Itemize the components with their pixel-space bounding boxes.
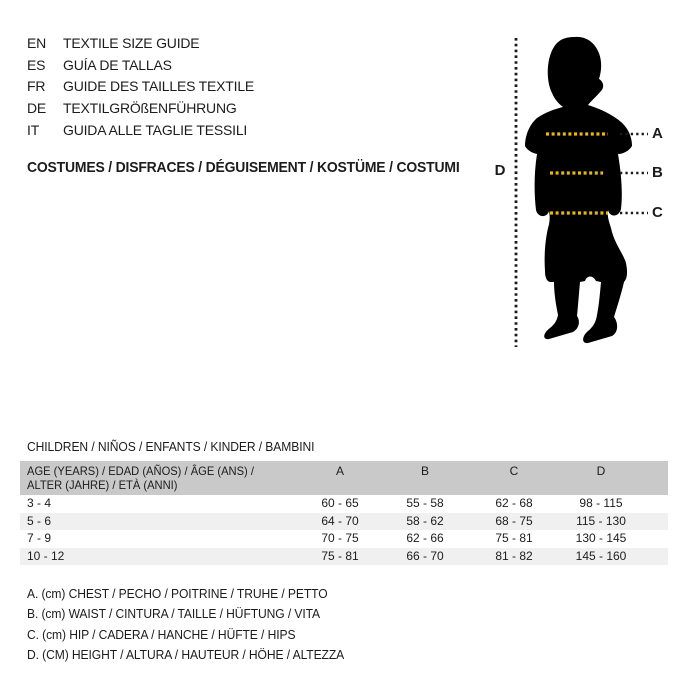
column-header-a: A: [335, 464, 344, 478]
table-section-title: CHILDREN / NIÑOS / ENFANTS / KINDER / BAMBINI: [27, 439, 315, 454]
legend-chest: A. (cm) CHEST / PECHO / POITRINE / TRUHE / PETTO: [27, 586, 328, 601]
table-header-row: [20, 461, 668, 495]
language-row-it: [27, 120, 254, 142]
column-header-b: B: [420, 464, 429, 478]
table-row: [20, 495, 668, 513]
language-list: [27, 33, 254, 141]
language-row-fr: [27, 76, 254, 98]
age-cell: 10 - 12: [27, 548, 65, 563]
column-header-d: D: [596, 464, 606, 478]
chest-label: A: [652, 125, 663, 142]
legend-waist: B. (cm) WAIST / CINTURA / TAILLE / HÜFTUNG / VITA: [27, 606, 321, 622]
category-title: COSTUMES / DISFRACES / DÉGUISEMENT / KOSTÜME / COSTUMI: [27, 159, 460, 176]
chest-cell: 75 - 81: [321, 548, 359, 563]
language-code: IT: [27, 121, 40, 138]
size-table: [20, 461, 668, 565]
legend-height: D. (CM) HEIGHT / ALTURA / HAUTEUR / HÖHE / ALTEZZA: [27, 646, 345, 662]
language-code: FR: [27, 78, 46, 95]
age-header-line2: ALTER (JAHRE) / ETÀ (ANNI): [27, 478, 178, 492]
age-cell: 3 - 4: [27, 496, 52, 510]
height-cell: 115 - 130: [576, 513, 626, 528]
waist-cell: 55 - 58: [406, 496, 444, 510]
legend-hip: C. (cm) HIP / CADERA / HANCHE / HÜFTE / HIPS: [27, 626, 296, 642]
waist-cell: 66 - 70: [406, 548, 444, 563]
language-label: TEXTILGRÖßENFÜHRUNG: [63, 100, 237, 117]
height-label: D: [494, 162, 506, 179]
measurement-figure: [490, 25, 700, 355]
child-silhouette: [525, 37, 632, 343]
hip-label: C: [652, 204, 663, 221]
hip-cell: 62 - 68: [495, 496, 533, 510]
language-code: EN: [27, 35, 47, 51]
language-code: ES: [27, 56, 46, 73]
language-label: GUÍA DE TALLAS: [63, 56, 172, 73]
hip-cell: 68 - 75: [495, 513, 533, 528]
age-cell: 7 - 9: [27, 531, 52, 545]
hip-cell: 81 - 82: [495, 548, 533, 563]
language-label: GUIDE DES TAILLES TEXTILE: [63, 78, 255, 95]
table-row: [20, 513, 668, 531]
table-row: [20, 548, 668, 566]
language-row-es: [27, 55, 254, 77]
height-cell: 130 - 145: [575, 531, 627, 545]
language-row-de: [27, 98, 254, 120]
waist-cell: 62 - 66: [406, 531, 444, 545]
column-header-c: C: [509, 464, 519, 478]
chest-cell: 70 - 75: [321, 531, 359, 545]
hip-cell: 75 - 81: [495, 531, 533, 545]
age-header-line1: AGE (YEARS) / EDAD (AÑOS) / ÂGE (ANS) /: [27, 464, 254, 478]
language-label: GUIDA ALLE TAGLIE TESSILI: [63, 121, 248, 138]
measurement-legend: [27, 584, 368, 665]
waist-label: B: [652, 164, 663, 181]
language-label: TEXTILE SIZE GUIDE: [63, 35, 200, 51]
language-row-en: [27, 33, 254, 55]
age-cell: 5 - 6: [27, 513, 52, 528]
chest-cell: 64 - 70: [321, 513, 359, 528]
height-cell: 98 - 115: [579, 496, 623, 510]
chest-cell: 60 - 65: [321, 496, 359, 510]
age-column-header: [27, 464, 271, 492]
height-cell: 145 - 160: [575, 548, 627, 563]
table-row: [20, 530, 668, 548]
waist-cell: 58 - 62: [406, 513, 444, 528]
language-code: DE: [27, 100, 47, 117]
